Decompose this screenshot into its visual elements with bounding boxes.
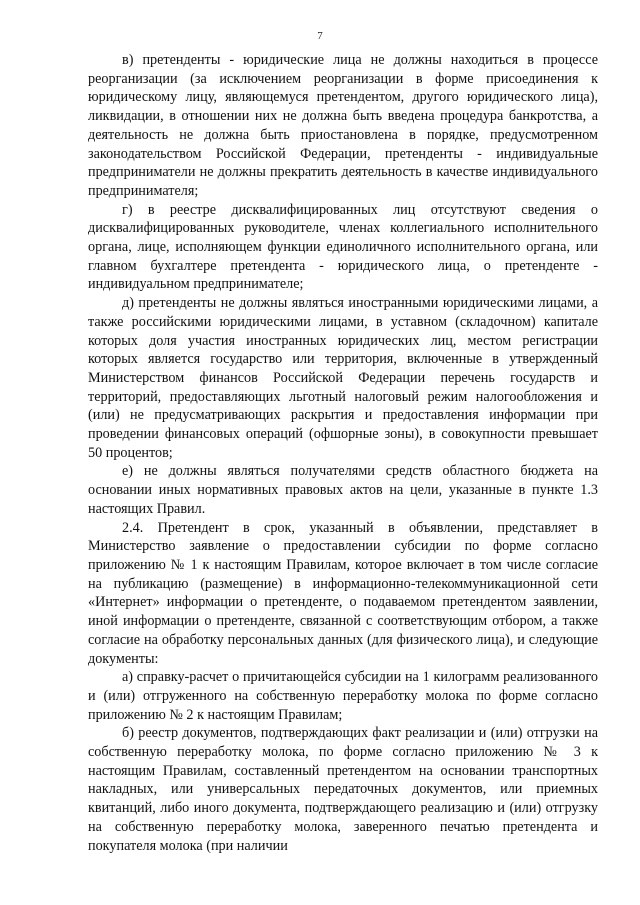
- paragraph-2-4-application: 2.4. Претендент в срок, указанный в объявлении, представляет в Министерство заявление о предоставлении субсидии по форме согласно приложению № 1 к настоящим Правилам, которое включает в том числе согласие на публикацию (размещение) в информационно-телекоммуникационной сети «Интернет» информации о претенденте, о подаваемом претендентом заявлении, иной информации о претенденте, связанной с соответствующим отбором, а также согласие на обработку персональных данных (для физического лица), и следующие документы:: [88, 519, 598, 667]
- paragraph-v-reorganization: в) претенденты - юридические лица не должны находиться в процессе реорганизации (за исключением реорганизации в форме присоединения к юридическому лицу, являющемуся претендентом, другого юридического лица), ликвидации, в отношении них не должна быть введена процедура банкротства, а деятельность не должна быть приостановлена в порядке, предусмотренном законодательством Российской Федерации, претенденты - индивидуальные предприниматели не должны прекратить деятельность в качестве индивидуального предпринимателя;: [88, 52, 598, 199]
- paragraph-e-budget-recipients: е) не должны являться получателями средств областного бюджета на основании иных нормативных правовых актов на цели, указанные в пункте 1.3 настоящих Правил.: [88, 463, 598, 517]
- paragraph-d-foreign-entities: д) претенденты не должны являться иностранными юридическими лицами, а также российскими юридическими лицами, в уставном (складочном) капитале которых доля участия иностранных юридических лиц, местом регистрации которых является государство или территория, включенные в утвержденный Министерством финансов Российской Федерации перечень государств и территорий, предоставляющих льготный налоговый режим налогообложения и (или) не предусматривающих раскрытия и предоставления информации при проведении финансовых операций (офшорные зоны), в совокупности превышает 50 процентов;: [88, 295, 598, 461]
- paragraph-g-disqualified-registry: г) в реестре дисквалифицированных лиц отсутствуют сведения о дисквалифицированных руководителе, членах коллегиального исполнительного органа, лице, исполняющем функции единоличного исполнительного органа, или главном бухгалтере претендента - юридического лица, о претенденте - индивидуальном предпринимателе;: [88, 201, 598, 293]
- paragraph-a-calculation: а) справку-расчет о причитающейся субсидии на 1 килограмм реализованного и (или) отгруженного на собственную переработку молока по форме согласно приложению № 2 к настоящим Правилам;: [88, 669, 598, 723]
- document-body: [88, 51, 598, 855]
- page-number: 7: [317, 30, 323, 42]
- paragraph-b-document-registry: б) реестр документов, подтверждающих факт реализации и (или) отгрузки на собственную переработку молока, по форме согласно приложению № 3 к настоящим Правилам, составленный претендентом на основании транспортных накладных, или универсальных передаточных документов, или приемных квитанций, либо иного документа, подтверждающего реализацию и (или) отгрузку на собственную переработку молока, заверенного печатью претендента и покупателя молока (при наличии: [88, 725, 598, 854]
